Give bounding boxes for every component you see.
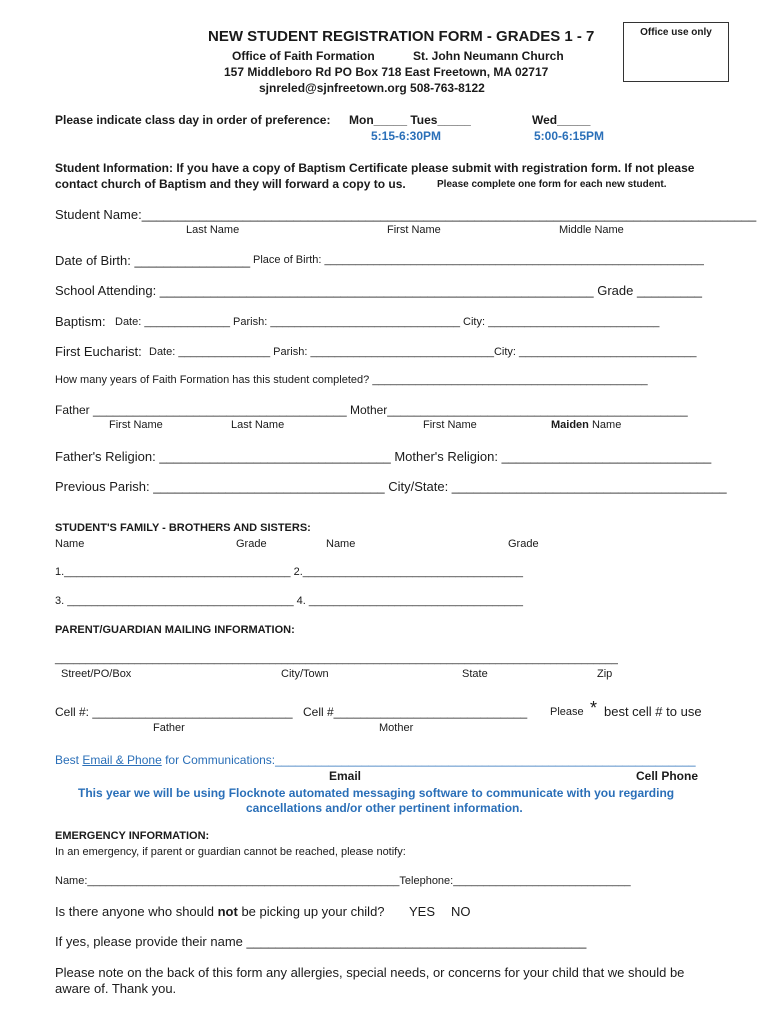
mother-maiden-caption	[551, 419, 621, 431]
one-form-note: Please complete one form for each new student.	[437, 179, 667, 190]
religion-field[interactable]: Father's Religion: ________________________________ Mother's Religion: _____________________________	[55, 449, 712, 464]
wed-time: 5:00-6:15PM	[534, 129, 605, 143]
sibling-row-1[interactable]: 1._____________________________________ 2.____________________________________	[55, 566, 523, 578]
church-name: St. John Neumann Church	[413, 49, 564, 63]
best-prefix: Best	[55, 753, 83, 767]
sibling-grade-col2: Grade	[508, 538, 539, 550]
mailing-heading: PARENT/GUARDIAN MAILING INFORMATION:	[55, 624, 295, 636]
class-day-prompt: Please indicate class day in order of preference:	[55, 113, 331, 127]
parents-field[interactable]: Father ______________________________________ Mother_____________________________________________	[55, 403, 688, 417]
name-word: Name	[591, 419, 622, 431]
best-contact-field[interactable]	[55, 753, 696, 767]
mother-caption: Mother	[379, 722, 414, 734]
mother-first-caption: First Name	[423, 419, 477, 431]
eucharist-label: First Eucharist:	[55, 344, 142, 359]
pickup-yes[interactable]: YES	[409, 904, 436, 919]
father-cell-field[interactable]: Cell #: ______________________________	[55, 705, 293, 719]
baptism-fields[interactable]: Date: ______________ Parish: _______________________________ City: ____________________________	[115, 316, 660, 328]
student-info-line1: Student Information: If you have a copy of Baptism Certificate please submit with registration form. If not please	[55, 161, 695, 175]
city-caption: City/Town	[281, 668, 329, 680]
previous-parish-field[interactable]: Previous Parish: ________________________________ City/State: ______________________________________	[55, 479, 727, 494]
pickup-pre: Is there anyone who should	[55, 904, 218, 919]
mailing-line[interactable]: ____________________________________________________________________________________________	[55, 653, 618, 665]
mon-tues-time: 5:15-6:30PM	[371, 129, 442, 143]
years-field[interactable]: How many years of Faith Formation has this student completed? _____________________________________________	[55, 374, 648, 386]
flocknote-line1: This year we will be using Flocknote automated messaging software to communicate with you regarding	[78, 786, 675, 800]
emergency-desc: In an emergency, if parent or guardian cannot be reached, please notify:	[55, 846, 406, 858]
last-name-caption: Last Name	[186, 224, 240, 236]
pickup-names-field[interactable]: If yes, please provide their name _______________________________________________	[55, 934, 587, 949]
contact-info: sjnreled@sjnfreetown.org 508-763-8122	[259, 81, 485, 95]
form-title: NEW STUDENT REGISTRATION FORM - GRADES 1 - 7	[208, 28, 595, 45]
pob-field[interactable]: Place of Birth: ______________________________________________________________	[253, 254, 704, 266]
middle-name-caption: Middle Name	[559, 224, 624, 236]
office-name: Office of Faith Formation	[232, 49, 375, 63]
zip-caption: Zip	[597, 668, 613, 680]
address: 157 Middleboro Rd PO Box 718 East Freetown, MA 02717	[224, 65, 549, 79]
sibling-row-2[interactable]: 3. _____________________________________ 4. ___________________________________	[55, 595, 523, 607]
sibling-grade-col1: Grade	[236, 538, 267, 550]
father-caption: Father	[153, 722, 185, 734]
state-caption: State	[462, 668, 488, 680]
pickup-question	[55, 904, 385, 919]
closing-line2: aware of. Thank you.	[55, 981, 177, 996]
mon-tues-option[interactable]: Mon_____ Tues_____	[349, 113, 471, 127]
emergency-name-tel[interactable]: Name:___________________________________________________Telephone:_____________________________	[55, 875, 631, 887]
baptism-label: Baptism:	[55, 314, 106, 329]
email-phone-link: Email & Phone	[82, 753, 162, 767]
star-mark: *	[590, 698, 598, 718]
best-cell-note: best cell # to use	[604, 704, 702, 719]
student-name-field[interactable]: Student Name:_____________________________________________________________________________________	[55, 207, 757, 222]
siblings-heading: STUDENT'S FAMILY - BROTHERS AND SISTERS:	[55, 522, 311, 534]
pickup-no[interactable]: NO	[451, 904, 471, 919]
office-use-box	[623, 22, 729, 82]
closing-line1: Please note on the back of this form any allergies, special needs, or concerns for your child that we should be	[55, 965, 685, 980]
emergency-heading: EMERGENCY INFORMATION:	[55, 830, 210, 842]
student-info-line2: contact church of Baptism and they will forward a copy to us.	[55, 177, 406, 191]
maiden-word: Maiden	[551, 419, 589, 431]
school-field[interactable]: School Attending: ____________________________________________________________ Grade _________	[55, 283, 703, 298]
wed-option[interactable]: Wed_____	[532, 113, 591, 127]
pickup-not: not	[217, 904, 238, 919]
mother-cell-field[interactable]: Cell #_____________________________	[303, 705, 528, 719]
first-name-caption: First Name	[387, 224, 441, 236]
eucharist-fields[interactable]: Date: _______________ Parish: ______________________________City: _____________________________	[149, 346, 697, 358]
office-use-label: Office use only	[640, 27, 712, 38]
sibling-name-col2: Name	[326, 538, 356, 550]
father-last-caption: Last Name	[231, 419, 285, 431]
email-caption: Email	[329, 769, 362, 783]
street-caption: Street/PO/Box	[61, 668, 132, 680]
sibling-name-col1: Name	[55, 538, 85, 550]
cell-phone-caption: Cell Phone	[636, 769, 699, 783]
please-label: Please	[550, 706, 584, 718]
pickup-post: be picking up your child?	[237, 904, 385, 919]
father-first-caption: First Name	[109, 419, 163, 431]
dob-field[interactable]: Date of Birth: ________________	[55, 253, 251, 268]
flocknote-line2: cancellations and/or other pertinent information.	[246, 801, 523, 815]
best-suffix: for Communications:_______________________________________________________________	[161, 753, 696, 767]
